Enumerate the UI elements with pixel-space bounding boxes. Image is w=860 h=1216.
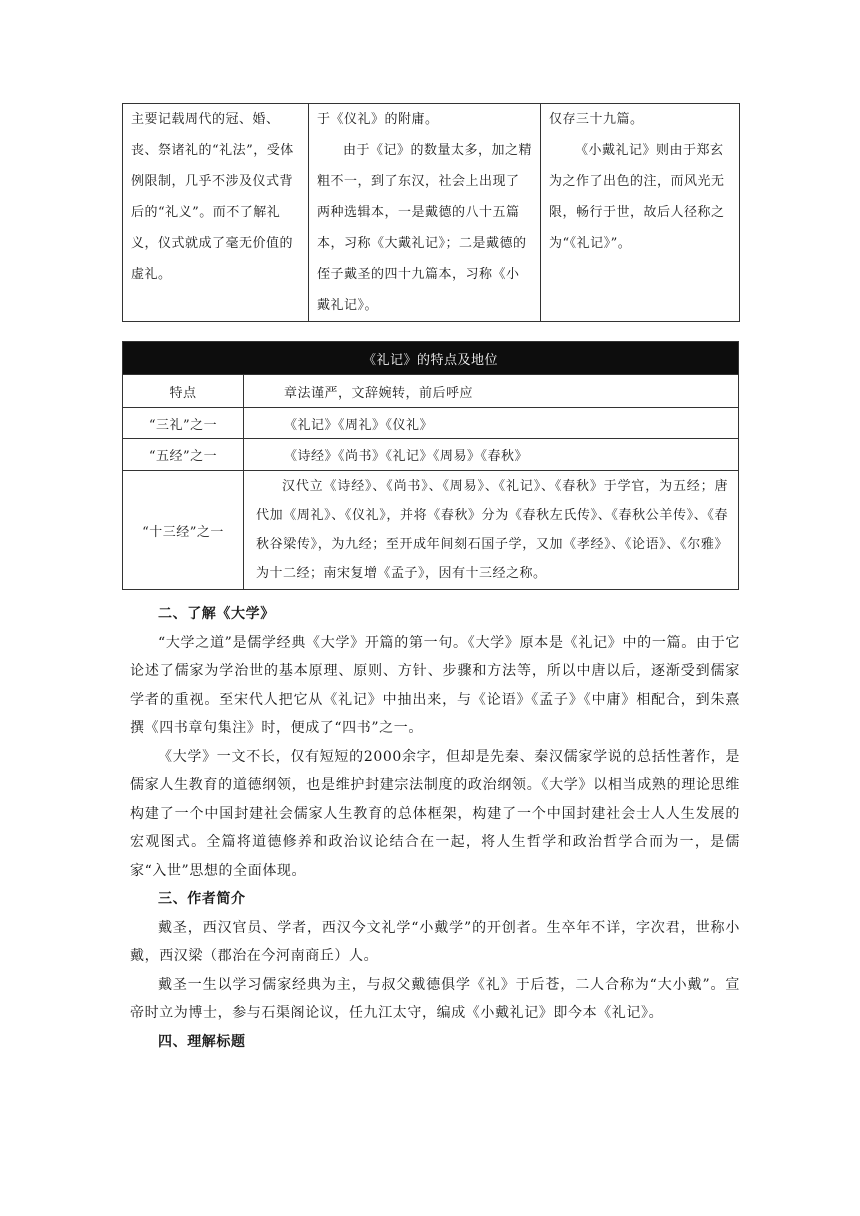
section-heading: 二、了解《大学》 bbox=[158, 606, 275, 622]
paragraph: 戴圣，西汉官员、学者，西汉今文礼学“小戴学”的开创者。生卒年不详，字次君，世称小戴，西汉梁（郡治在今河南商丘）人。 bbox=[130, 919, 740, 964]
cell-text: 《小戴礼记》则由于郑玄为之作了出色的注，而风光无限，畅行于世，故后人径称之为“《礼记》”。 bbox=[549, 143, 725, 251]
liji-comparison-table-continued bbox=[122, 103, 740, 322]
section-heading: 三、作者简介 bbox=[158, 891, 246, 907]
paragraph: 《大学》一文不长，仅有短短的2000余字，但却是先秦、秦汉儒家学说的总括性著作，是儒家人生教育的道德纲领，也是维护封建宗法制度的政治纲领。《大学》以相当成熟的理论思维构建了一个中国封建社会儒家人生教育的总体框架，构建了一个中国封建社会士人人生发展的宏观图式。全篇将道德修养和政治议论结合在一起，将人生哲学和政治哲学合而为一，是儒家“入世”思想的全面体现。 bbox=[130, 748, 740, 879]
paragraph: “大学之道”是儒学经典《大学》开篇的第一句。《大学》原本是《礼记》中的一篇。由于它论述了儒家为学治世的基本原理、原则、方针、步骤和方法等，所以中唐以后，逐渐受到儒家学者的重视。至宋代人把它从《礼记》中抽出来，与《论语》《孟子》《中庸》相配合，到朱熹撰《四书章句集注》时，便成了“四书”之一。 bbox=[130, 634, 740, 736]
table-cell-yili bbox=[123, 104, 309, 322]
row-key: “五经”之一 bbox=[123, 439, 244, 471]
row-value: 《诗经》《尚书》《礼记》《周易》《春秋》 bbox=[244, 439, 739, 471]
table-cell-daidai-liji bbox=[541, 104, 740, 322]
paragraph: 戴圣一生以学习儒家经典为主，与叔父戴德俱学《礼》于后苍，二人合称为“大小戴”。宣帝时立为博士，参与石渠阁论议，任九江太守，编成《小戴礼记》即今本《礼记》。 bbox=[130, 976, 740, 1021]
cell-text: 主要记载周代的冠、婚、丧、祭诸礼的“礼法”，受体例限制，几乎不涉及仪式背后的“礼义”。而不了解礼义，仪式就成了毫无价值的虚礼。 bbox=[131, 112, 294, 282]
row-value: 《礼记》《周礼》《仪礼》 bbox=[244, 408, 739, 439]
row-value: 章法谨严，文辞婉转，前后呼应 bbox=[244, 375, 739, 408]
cell-text: 由于《记》的数量太多，加之精粗不一，到了东汉，社会上出现了两种选辑本，一是戴德的八十五篇本，习称《大戴礼记》；二是戴德的侄子戴圣的四十九篇本，习称《小戴礼记》。 bbox=[317, 143, 533, 313]
table-row bbox=[123, 439, 739, 471]
body-text bbox=[130, 600, 740, 1056]
table-header-row bbox=[123, 342, 739, 375]
cell-text: 于《仪礼》的附庸。 bbox=[317, 112, 439, 127]
table-row bbox=[123, 375, 739, 408]
cell-text: 仅存三十九篇。 bbox=[549, 112, 644, 127]
table-row bbox=[123, 408, 739, 439]
row-key: “十三经”之一 bbox=[123, 471, 244, 590]
row-key: 特点 bbox=[123, 375, 244, 408]
liji-features-table bbox=[122, 341, 739, 590]
row-value: 汉代立《诗经》、《尚书》、《周易》、《礼记》、《春秋》于学官，为五经；唐代加《周礼》、《仪礼》，并将《春秋》分为《春秋左氏传》、《春秋公羊传》、《春秋谷梁传》，为九经；至开成年间刻石国子学，又加《孝经》、《论语》、《尔雅》为十二经；南宋复增《孟子》，因有十三经之称。 bbox=[244, 471, 739, 590]
table-cell-ji bbox=[309, 104, 541, 322]
table-title: 《礼记》的特点及地位 bbox=[123, 342, 739, 375]
table-row bbox=[123, 471, 739, 590]
row-key: “三礼”之一 bbox=[123, 408, 244, 439]
section-heading: 四、理解标题 bbox=[158, 1033, 246, 1050]
